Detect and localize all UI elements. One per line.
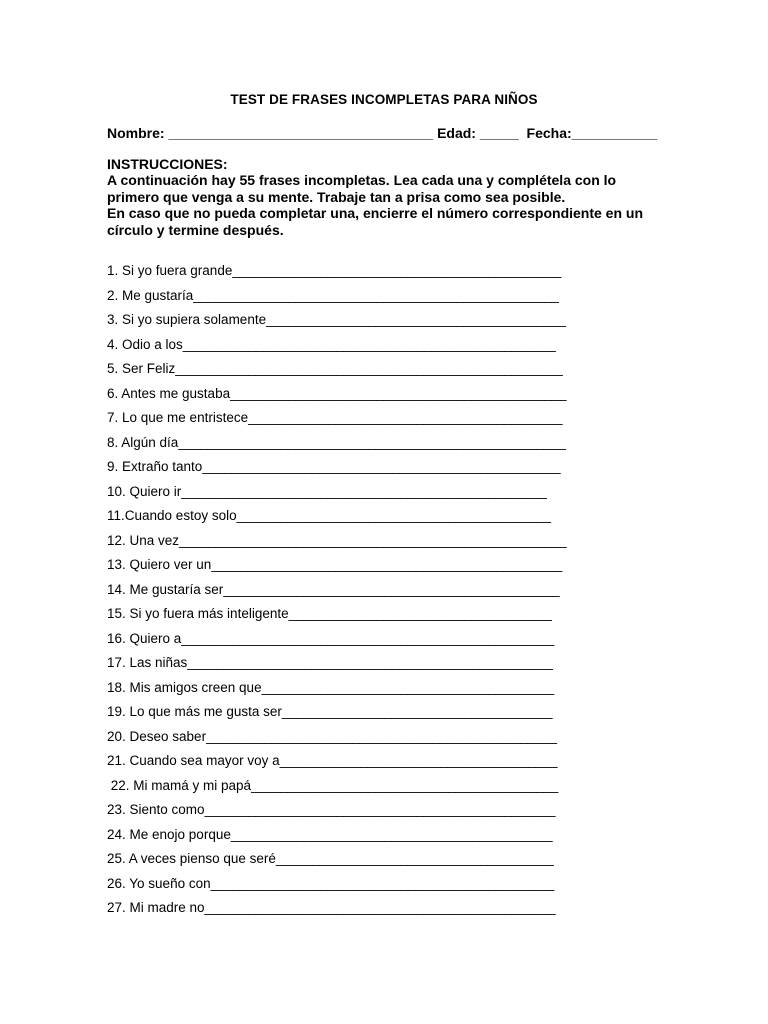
question-prompt: 23. Siento como [107, 802, 205, 817]
answer-blank: ___________________________________________________ [182, 336, 556, 352]
answer-blank: ____________________________________________ [230, 826, 553, 842]
question-item [107, 336, 667, 361]
question-prompt: 24. Me enojo porque [107, 826, 231, 842]
answer-blank: ________________________________________________ [211, 557, 563, 572]
answer-blank: _________________________________________ [266, 312, 566, 327]
answer-blank: _______________________________________________ [210, 875, 555, 891]
question-item [107, 654, 667, 679]
instructions-line: En caso que no pueda completar una, encierre el número correspondiente en un [107, 205, 644, 222]
answer-blank: ________________________________________________ [206, 728, 557, 744]
question-prompt: 27. Mi madre no [107, 900, 205, 915]
question-prompt: 25. A veces pienso que seré [107, 851, 276, 866]
answer-blank: _____________________________________________________ [179, 532, 567, 548]
sentence-completion-list [107, 262, 667, 924]
answer-blank: ______________________________________________ [230, 385, 567, 401]
question-item [107, 385, 667, 410]
question-item [107, 679, 667, 704]
question-item [107, 581, 667, 606]
question-prompt: 19. Lo que más me gusta ser [107, 704, 282, 719]
question-prompt: 13. Quiero ver un [107, 557, 212, 572]
question-item [107, 458, 667, 483]
answer-blank: ________________________________________ [261, 679, 554, 695]
answer-blank: _________________________________________________ [202, 459, 561, 474]
question-prompt: 5. Ser Feliz [107, 361, 176, 376]
answer-blank: __________________________________________ [251, 777, 559, 793]
answer-blank: ___________________________________________ [236, 508, 551, 523]
question-prompt: 21. Cuando sea mayor voy a [107, 753, 280, 768]
answer-blank: ________________________________________________ [204, 900, 556, 915]
answer-blank: ___________________________________________________ [181, 630, 555, 646]
question-item [107, 532, 667, 557]
question-prompt: 17. Las niñas [107, 655, 188, 670]
answer-blank: ______________________________________ [275, 851, 554, 866]
question-item [107, 630, 667, 655]
question-item [107, 262, 667, 287]
student-info-line: Nombre: __________________________________ Edad: _____ Fecha:___________ [107, 125, 658, 141]
question-item [107, 311, 667, 336]
answer-blank: ___________________________________________ [248, 410, 563, 425]
question-prompt: 15. Si yo fuera más inteligente [107, 606, 289, 621]
question-item [107, 360, 667, 385]
answer-blank: _____________________________________________________ [178, 434, 566, 450]
instructions-block [107, 156, 667, 238]
question-item [107, 409, 667, 434]
answer-blank: ______________________________________ [279, 753, 558, 768]
question-item [107, 777, 667, 802]
question-item [107, 728, 667, 753]
question-item [107, 556, 667, 581]
document-title: TEST DE FRASES INCOMPLETAS PARA NIÑOS [230, 92, 538, 107]
question-item [107, 434, 667, 459]
answer-blank: __________________________________________________ [181, 483, 547, 499]
question-prompt: 10. Quiero ir [107, 483, 182, 499]
question-prompt: 8. Algún día [107, 434, 179, 450]
instructions-line: A continuación hay 55 frases incompletas. Lea cada una y complétela con lo [107, 172, 617, 189]
answer-blank: __________________________________________________ [187, 655, 553, 670]
question-item [107, 826, 667, 851]
question-prompt: 26. Yo sueño con [107, 875, 211, 891]
question-prompt: 1. Si yo fuera grande [107, 263, 233, 278]
question-prompt: 11.Cuando estoy solo [107, 508, 237, 523]
question-prompt: 12. Una vez [107, 532, 180, 548]
question-item [107, 507, 667, 532]
instructions-line: círculo y termine después. [107, 221, 284, 238]
instructions-heading: INSTRUCCIONES: [107, 156, 228, 172]
question-prompt: 18. Mis amigos creen que [107, 679, 262, 695]
question-item [107, 483, 667, 508]
answer-blank: ________________________________________________ [204, 802, 556, 817]
question-prompt: 16. Quiero a [107, 630, 182, 646]
question-prompt: 9. Extraño tanto [107, 459, 203, 474]
question-item [107, 899, 667, 924]
question-item [107, 801, 667, 826]
question-prompt: 6. Antes me gustaba [107, 385, 231, 401]
question-prompt: 20. Deseo saber [107, 728, 207, 744]
instructions-line: primero que venga a su mente. Trabaje tan a prisa como sea posible. [107, 188, 566, 205]
answer-blank: ____________________________________ [288, 606, 552, 621]
question-prompt: 14. Me gustaría ser [107, 581, 224, 597]
answer-blank: _____________________________________________ [232, 263, 562, 278]
question-item [107, 752, 667, 777]
answer-blank: ______________________________________________ [223, 581, 560, 597]
question-item [107, 850, 667, 875]
answer-blank: __________________________________________________ [193, 287, 559, 303]
question-item [107, 703, 667, 728]
question-item [107, 287, 667, 312]
question-prompt: 3. Si yo supiera solamente [107, 312, 267, 327]
answer-blank: _____________________________________________________ [175, 361, 563, 376]
question-prompt: 2. Me gustaría [107, 287, 194, 303]
answer-blank: _____________________________________ [281, 704, 553, 719]
question-prompt: 7. Lo que me entristece [107, 410, 249, 425]
question-prompt: 4. Odio a los [107, 336, 183, 352]
question-item [107, 605, 667, 630]
question-item [107, 875, 667, 900]
question-prompt: 22. Mi mamá y mi papá [107, 777, 252, 793]
